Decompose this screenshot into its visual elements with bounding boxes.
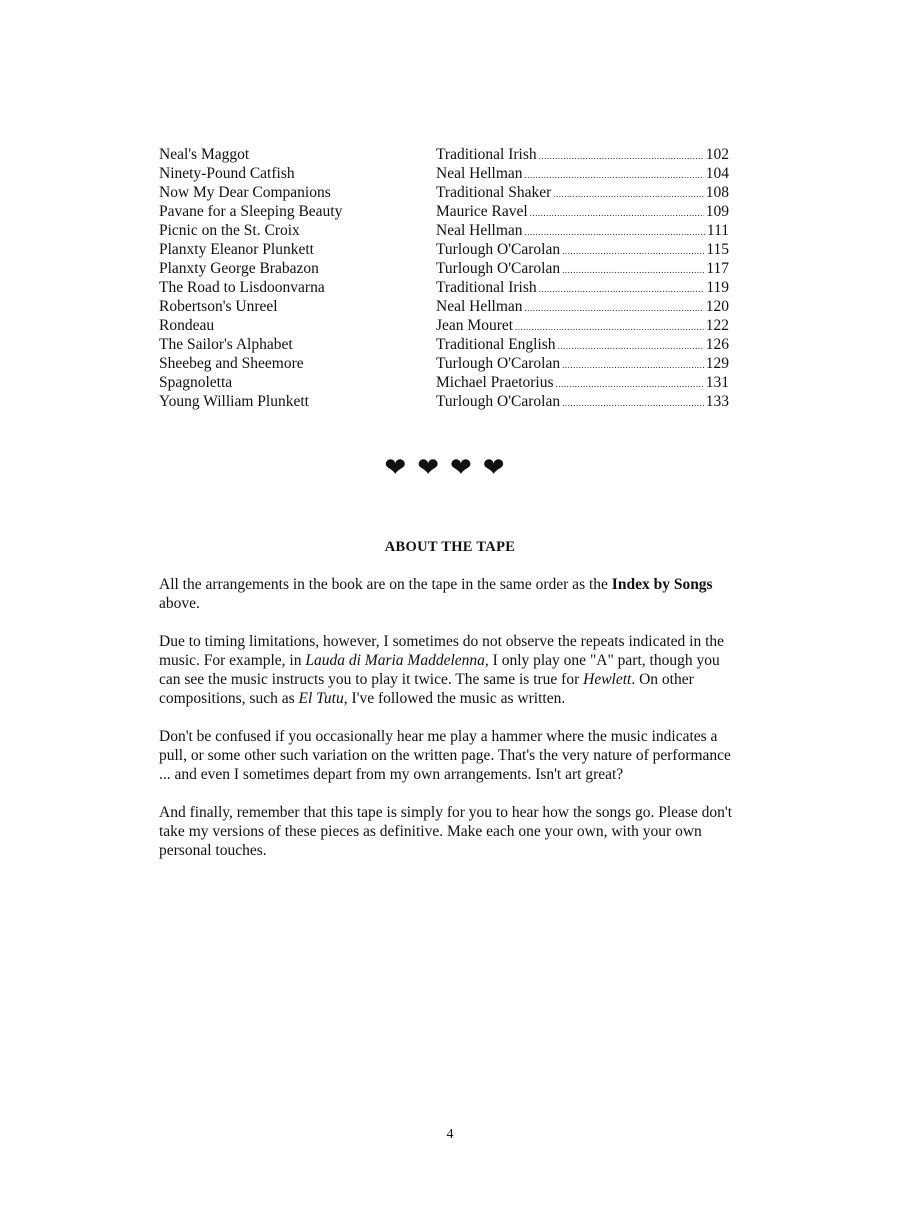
- page-number: 120: [705, 298, 729, 315]
- composer-name: Neal Hellman: [436, 298, 523, 315]
- page-number: 104: [705, 165, 729, 182]
- index-entry: [159, 392, 729, 411]
- index-entry: [159, 297, 729, 316]
- heart-divider: [0, 453, 900, 483]
- page-number: 109: [705, 203, 729, 220]
- page-number: 129: [705, 355, 729, 372]
- song-title: Planxty Eleanor Plunkett: [159, 241, 314, 258]
- page-number: 111: [706, 222, 729, 239]
- index-entry: [159, 373, 729, 392]
- italic-text: Lauda di Maria Maddelenna,: [305, 652, 489, 669]
- index-entry: [159, 335, 729, 354]
- song-title: Ninety-Pound Catfish: [159, 165, 295, 182]
- index-entry: [159, 259, 729, 278]
- song-title: Picnic on the St. Croix: [159, 222, 300, 239]
- song-title: The Sailor's Alphabet: [159, 336, 293, 353]
- song-title: Planxty George Brabazon: [159, 260, 319, 277]
- section-heading: ABOUT THE TAPE: [384, 539, 516, 555]
- heart-icon: ❤: [384, 453, 418, 483]
- composer-name: Traditional Irish: [436, 146, 537, 163]
- page-number: 133: [705, 393, 729, 410]
- page-number: 119: [706, 279, 729, 296]
- paragraph: Due to timing limitations, however, I sometimes do not observe the repeats indicated in the music. For example, in Lauda di Maria Maddelenna, I only play one "A" part, though you can see the music instructs you to play it twice. The same is true for Hewlett. On other compositions, such as El Tutu, I've followed the music as written.: [159, 633, 725, 707]
- page-number: 131: [705, 374, 729, 391]
- composer-name: Turlough O'Carolan: [436, 241, 561, 258]
- composer-name: Jean Mouret: [436, 317, 514, 334]
- italic-text: Hewlett: [583, 671, 632, 688]
- song-title: Now My Dear Companions: [159, 184, 331, 201]
- bold-text: Index by Songs: [611, 576, 713, 593]
- page-number: 102: [705, 146, 729, 163]
- page-number: 117: [706, 260, 729, 277]
- song-index-list: [159, 145, 729, 411]
- page-number: 126: [705, 336, 729, 353]
- composer-name: Turlough O'Carolan: [436, 355, 561, 372]
- song-title: Young William Plunkett: [159, 393, 309, 410]
- song-title: Rondeau: [159, 317, 215, 334]
- composer-name: Neal Hellman: [436, 222, 523, 239]
- composer-name: Traditional English: [436, 336, 556, 353]
- index-entry: [159, 221, 729, 240]
- index-entry: [159, 316, 729, 335]
- paragraph: Don't be confused if you occasionally hear me play a hammer where the music indicates a pull, or some other such variation on the written page. That's the very nature of performance ... and even I sometimes depart from my own arrangements. Isn't art great?: [159, 728, 731, 783]
- heart-icon: ❤: [482, 453, 516, 483]
- composer-name: Neal Hellman: [436, 165, 523, 182]
- heart-icon: ❤: [450, 453, 483, 483]
- composer-name: Michael Praetorius: [436, 374, 554, 391]
- index-entry: [159, 240, 729, 259]
- dot-leader: [562, 394, 704, 413]
- composer-name: Traditional Shaker: [436, 184, 552, 201]
- index-entry: [159, 354, 729, 373]
- composer-name: Turlough O'Carolan: [436, 260, 561, 277]
- italic-text: El Tutu: [298, 690, 344, 707]
- song-title: Neal's Maggot: [159, 146, 250, 163]
- heart-icon: ❤: [417, 453, 450, 483]
- index-entry: [159, 202, 729, 221]
- composer-name: Maurice Ravel: [436, 203, 528, 220]
- index-entry: [159, 145, 729, 164]
- page-number: 122: [705, 317, 729, 334]
- song-title: Robertson's Unreel: [159, 298, 278, 315]
- index-entry: [159, 164, 729, 183]
- song-title: Pavane for a Sleeping Beauty: [159, 203, 343, 220]
- composer-name: Traditional Irish: [436, 279, 537, 296]
- page-number: 115: [706, 241, 729, 258]
- composer-name: Turlough O'Carolan: [436, 393, 561, 410]
- index-entry: [159, 183, 729, 202]
- paragraph: All the arrangements in the book are on the tape in the same order as the Index by Songs above.: [159, 576, 713, 612]
- page-number-footer: 4: [446, 1127, 454, 1142]
- song-title: Spagnoletta: [159, 374, 233, 391]
- index-entry: [159, 278, 729, 297]
- about-section: [159, 575, 741, 879]
- page-number: 108: [705, 184, 729, 201]
- song-title: The Road to Lisdoonvarna: [159, 279, 325, 296]
- song-title: Sheebeg and Sheemore: [159, 355, 304, 372]
- paragraph: And finally, remember that this tape is simply for you to hear how the songs go. Please don't take my versions of these pieces as definitive. Make each one your own, with your own personal touches.: [159, 804, 733, 859]
